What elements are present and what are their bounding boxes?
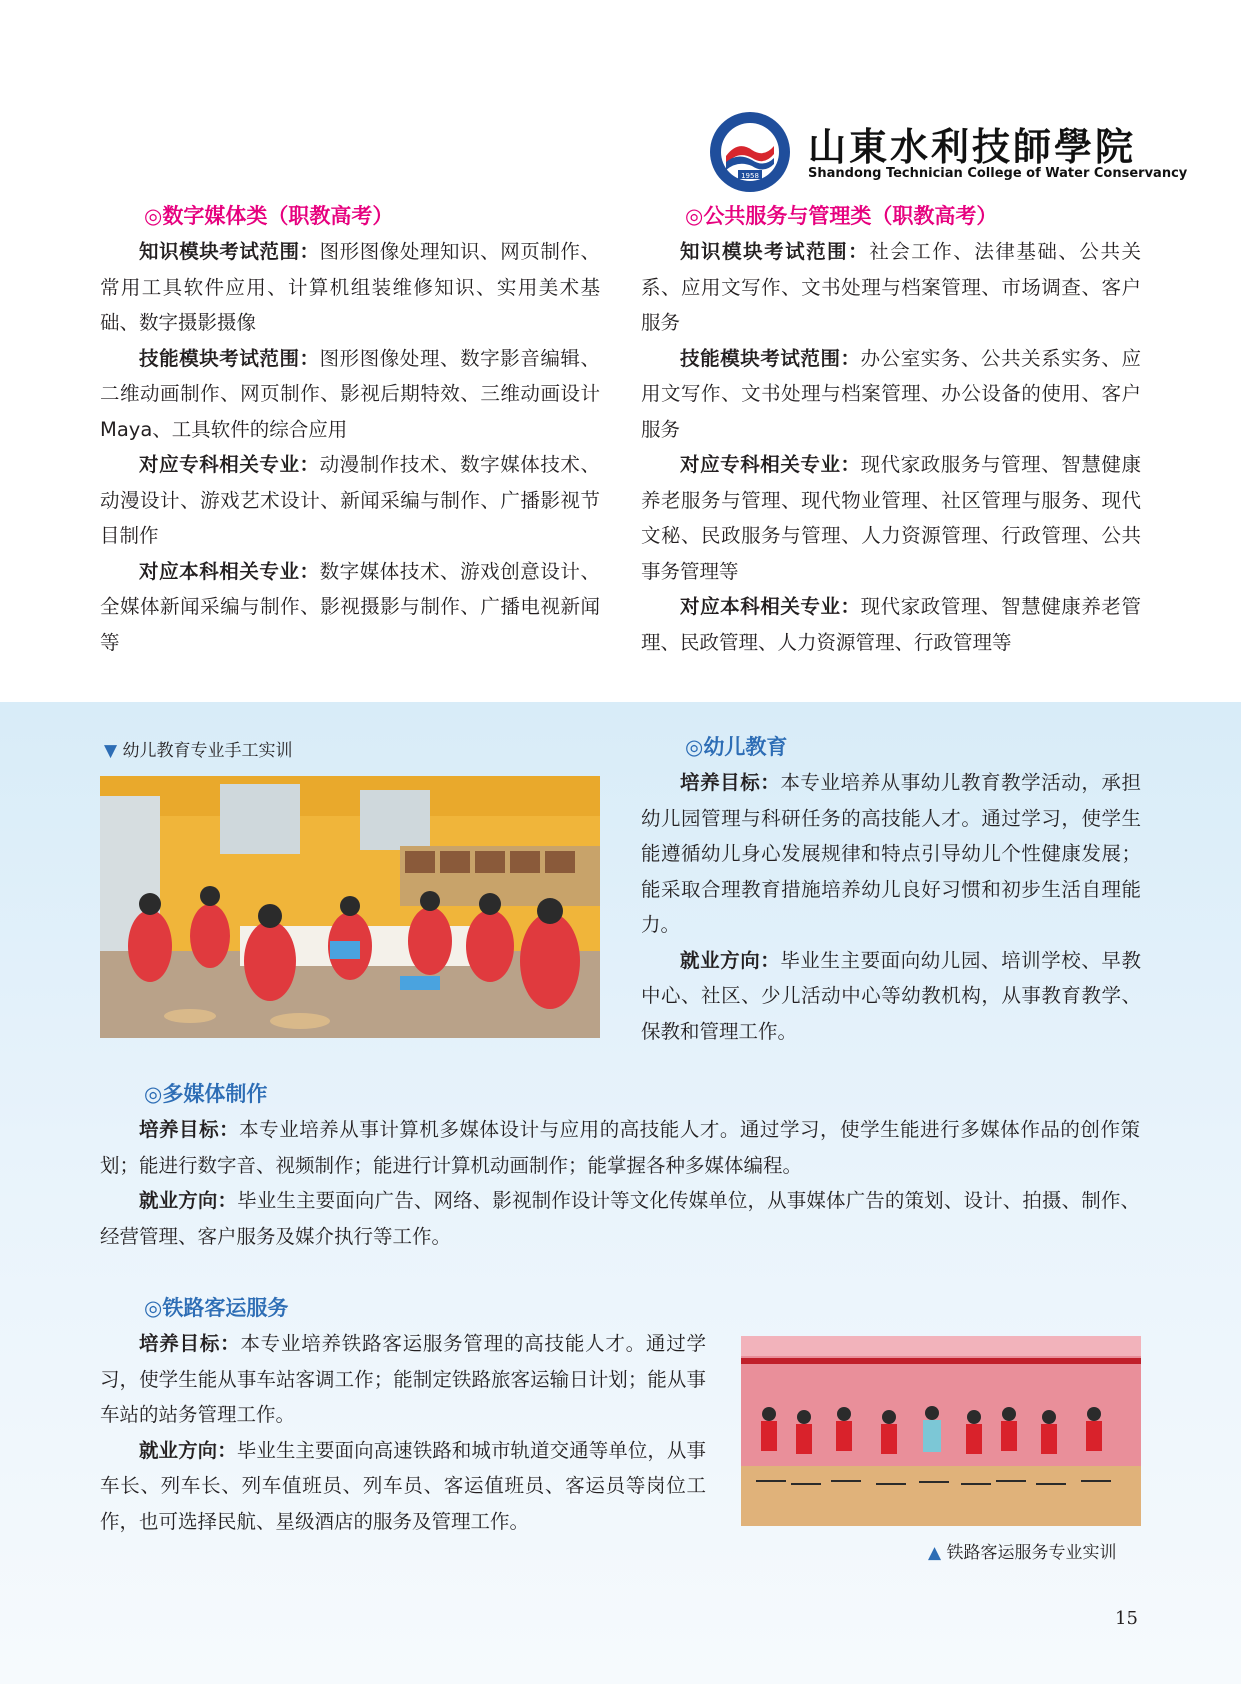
page-number: 15 xyxy=(1115,1608,1138,1629)
paragraph-text: 毕业生主要面向高速铁路和城市轨道交通等单位，从事车长、列车长、列车值班员、列车员、客运值班员、客运员等岗位工作，也可选择民航、星级酒店的服务及管理工作。 xyxy=(100,1438,706,1533)
early-childhood-section xyxy=(641,731,1141,1049)
paragraph xyxy=(641,447,1141,589)
paragraph-label: 就业方向： xyxy=(139,1438,237,1462)
paragraph-text: 现代家政服务与管理、智慧健康养老服务与管理、现代物业管理、社区管理与服务、现代文秘、民政服务与管理、人力资源管理、行政管理、公共事务管理等 xyxy=(641,453,1141,583)
paragraph-text: 图形图像处理、数字影音编辑、 二维动画制作、网页制作、影视后期特效、三维动画设计 Maya、工具软件的综合应用 xyxy=(100,346,600,441)
public-service-section xyxy=(641,200,1141,660)
paragraph-text: 社会工作、法律基础、公共关系、应用文写作、文书处理与档案管理、市场调查、客户服务 xyxy=(641,240,1141,334)
section-title: ◎幼儿教育 xyxy=(685,735,788,759)
paragraph-text: 图形图像处理知识、网页制作、常用工具软件应用、计算机组装维修知识、实用美术基础、数字摄影摄像 xyxy=(100,240,600,334)
railway-section xyxy=(100,1292,706,1539)
paragraph-text: 办公室实务、公共关系实务、应用文写作、文书处理与档案管理、办公设备的使用、客户服务 xyxy=(641,346,1141,441)
seal-year: 1958 xyxy=(741,172,759,180)
photo-caption xyxy=(104,736,292,761)
paragraph-label: 培养目标： xyxy=(680,771,781,794)
paragraph-text: 毕业生主要面向幼儿园、培训学校、早教中心、社区、少儿活动中心等幼教机构，从事教育教学、保教和管理工作。 xyxy=(641,948,1141,1043)
caption-text: 铁路客运服务专业实训 xyxy=(946,1543,1117,1563)
paragraph xyxy=(100,341,600,448)
paragraph xyxy=(641,341,1141,448)
paragraph xyxy=(100,234,600,341)
paragraph xyxy=(100,447,600,554)
digital-media-section xyxy=(100,200,600,660)
section-title: ◎多媒体制作 xyxy=(144,1082,268,1106)
section-title: ◎数字媒体类（职教高考） xyxy=(144,204,394,228)
railway-photo xyxy=(741,1336,1141,1526)
paragraph-label: 就业方向： xyxy=(139,1189,238,1212)
paragraph xyxy=(100,554,600,661)
college-name-cn: 山東水利技師學院 xyxy=(808,124,1137,169)
early-childhood-photo xyxy=(100,776,600,1038)
triangle-up-icon: ▲ xyxy=(928,1543,942,1563)
paragraph-text: 数字媒体技术、游戏创意设计、全媒体新闻采编与制作、影视摄影与制作、广播电视新闻等 xyxy=(100,559,600,654)
section-title: ◎公共服务与管理类（职教高考） xyxy=(685,204,998,228)
caption-text: 幼儿教育专业手工实训 xyxy=(122,741,293,761)
paragraph-label: 对应专科相关专业： xyxy=(139,453,320,476)
college-seal-icon xyxy=(708,110,792,194)
paragraph-label: 知识模块考试范围： xyxy=(680,240,870,263)
paragraph-label: 知识模块考试范围： xyxy=(139,240,320,263)
section-title: ◎铁路客运服务 xyxy=(144,1296,289,1320)
paragraph-label: 技能模块考试范围： xyxy=(680,346,861,370)
paragraph-text: 现代家政管理、智慧健康养老管理、民政管理、人力资源管理、行政管理等 xyxy=(641,595,1141,654)
paragraph-text: 毕业生主要面向广告、网络、影视制作设计等文化传媒单位，从事媒体广告的策划、设计、拍摄、制作、经营管理、客户服务及媒介执行等工作。 xyxy=(100,1189,1140,1248)
photo-caption xyxy=(928,1538,1116,1563)
college-logo xyxy=(708,110,1188,196)
multimedia-section xyxy=(100,1078,1140,1254)
paragraph xyxy=(641,589,1141,660)
paragraph xyxy=(100,1326,706,1433)
paragraph xyxy=(641,765,1141,943)
paragraph-label: 对应本科相关专业： xyxy=(139,559,320,583)
paragraph-label: 培养目标： xyxy=(139,1332,241,1355)
paragraph xyxy=(100,1112,1140,1183)
paragraph-label: 就业方向： xyxy=(680,948,781,972)
paragraph xyxy=(641,234,1141,341)
paragraph-text: 本专业培养铁路客运服务管理的高技能人才。通过学习，使学生能从事车站客调工作；能制定铁路旅客运输日计划；能从事车站的站务管理工作。 xyxy=(100,1332,706,1426)
paragraph xyxy=(641,943,1141,1050)
paragraph-text: 本专业培养从事计算机多媒体设计与应用的高技能人才。通过学习，使学生能进行多媒体作品的创作策划；能进行数字音、视频制作；能进行计算机动画制作；能掌握各种多媒体编程。 xyxy=(100,1118,1140,1177)
paragraph-label: 技能模块考试范围： xyxy=(139,346,320,370)
paragraph-label: 对应专科相关专业： xyxy=(680,453,861,476)
triangle-down-icon: ▼ xyxy=(104,741,118,761)
paragraph-label: 培养目标： xyxy=(139,1118,240,1141)
paragraph-text: 本专业培养从事幼儿教育教学活动，承担幼儿园管理与科研任务的高技能人才。通过学习，使学生能遵循幼儿身心发展规律和特点引导幼儿个性健康发展；能采取合理教育措施培养幼儿良好习惯和初步生活自理能力。 xyxy=(641,771,1141,936)
paragraph xyxy=(100,1433,706,1540)
college-name-en: Shandong Technician College of Water Conservancy xyxy=(808,166,1188,181)
paragraph-text: 动漫制作技术、数字媒体技术、动漫设计、游戏艺术设计、新闻采编与制作、广播影视节目制作 xyxy=(100,453,600,547)
paragraph xyxy=(100,1183,1140,1254)
paragraph-label: 对应本科相关专业： xyxy=(680,595,861,618)
